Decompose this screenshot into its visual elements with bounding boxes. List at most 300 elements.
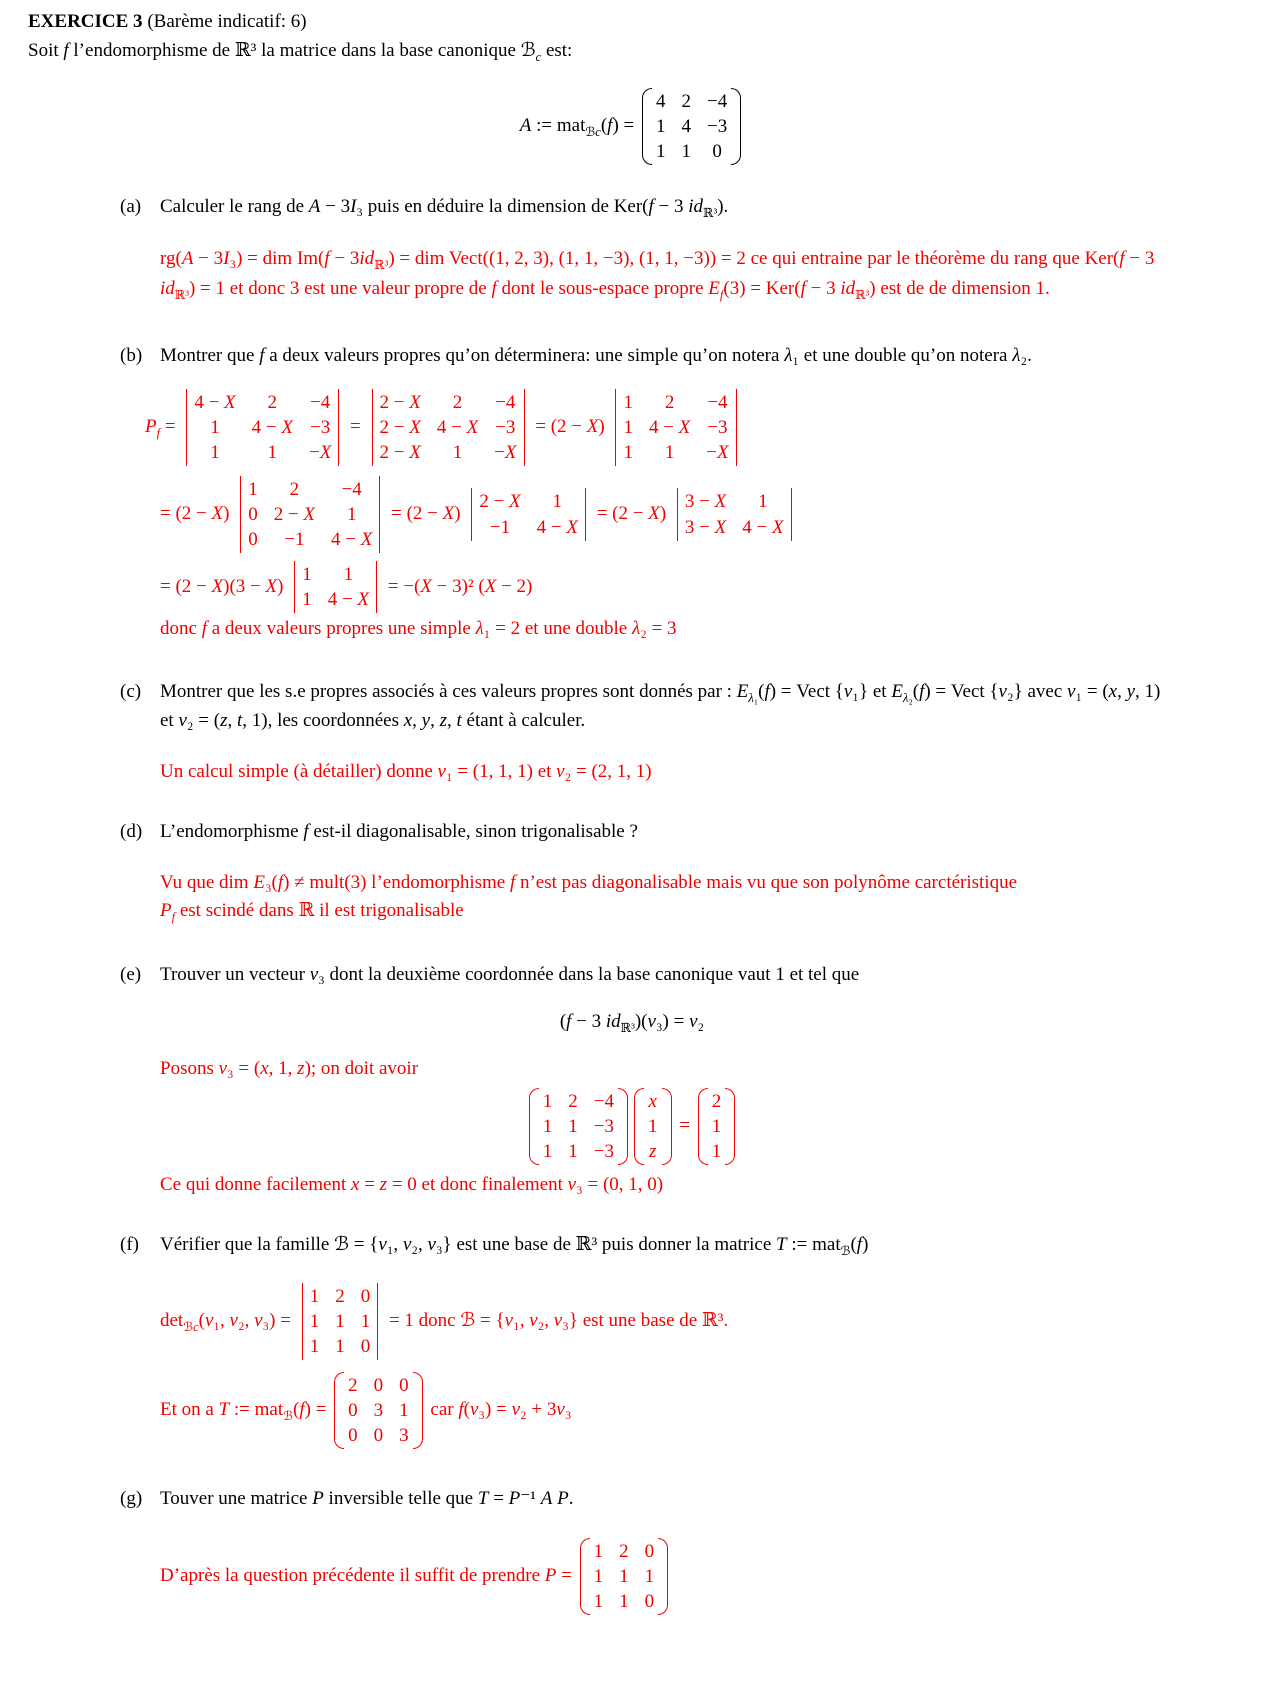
- text-run: Calculer le rang de: [160, 196, 309, 218]
- text-run: .: [1027, 345, 1032, 367]
- item-e: [120, 961, 1168, 990]
- italic-math-run: id: [160, 277, 175, 299]
- text-run: ce qui entraine par le théorème du rang que: [745, 247, 1085, 269]
- text-run: L’endomorphisme: [160, 821, 304, 843]
- math-run: f: [63, 39, 69, 61]
- math-run: ): [717, 196, 724, 218]
- matrix-cell: 4 − X: [742, 516, 784, 538]
- subscript: λ₁: [748, 690, 759, 705]
- matrix-cell: 2: [267, 391, 278, 413]
- matrix-right-delimiter: [338, 389, 339, 466]
- text-run: dont la deuxième coordonnée dans la base canonique vaut 1 et tel que: [324, 964, 860, 986]
- matrix-cell: −X: [706, 441, 729, 463]
- answer-b-line2: [160, 474, 1168, 555]
- matrix-cell: 1: [309, 1311, 320, 1333]
- matrix-cell: 1: [399, 1400, 409, 1422]
- matrix-cell: 2: [348, 1375, 358, 1397]
- math-run: = (2 − X)(3 − X): [160, 575, 289, 597]
- matrix-grid: [539, 1088, 618, 1165]
- text-run: et une double: [520, 618, 632, 640]
- answer-b-conclusion: [160, 615, 1168, 644]
- matrix-cell: 1: [267, 441, 278, 463]
- item-label: (e): [120, 964, 142, 986]
- matrix-cell: −4: [341, 478, 362, 500]
- subscript: f: [156, 425, 161, 440]
- text-run: Posons: [160, 1058, 219, 1080]
- matrix-cell: 2 − X: [479, 491, 521, 513]
- item-f: [120, 1231, 1168, 1261]
- intro-line-content: [28, 39, 573, 64]
- matrix-cell: 4 − X: [648, 416, 691, 438]
- bold-text: EXERCICE 3: [28, 11, 143, 32]
- text-run: ; on doit avoir: [310, 1058, 419, 1080]
- answer-f-det-content: [160, 1285, 729, 1358]
- math-run: A − 3I₃: [308, 196, 364, 218]
- subscript: ℝ³: [174, 287, 189, 302]
- text-run: est une base de: [577, 1309, 702, 1331]
- answer-f-det: [160, 1281, 1168, 1362]
- matrix-cell: 4: [655, 91, 666, 113]
- answer-b-line2-content: [160, 478, 798, 551]
- matrix-right-delimiter: [658, 1538, 668, 1615]
- matrix-right-delimiter: [376, 561, 377, 613]
- matrix-grid: [298, 561, 373, 613]
- text-run: .: [723, 1309, 729, 1331]
- math-run: car f(v₃) = v₂ + 3v₃: [425, 1399, 572, 1421]
- matrix-left-delimiter: [677, 488, 678, 540]
- matrix-cell: x: [648, 1090, 657, 1112]
- math-run: P: [312, 1488, 324, 1510]
- matrix-cell: 4 − X: [536, 516, 578, 538]
- matrix-cell: 0: [644, 1591, 655, 1613]
- text-run: Et on a: [160, 1399, 219, 1421]
- text-run: puis donner la matrice: [597, 1234, 777, 1256]
- text-run: a deux valeurs propres une simple: [206, 618, 476, 640]
- text-run: Un calcul simple (à détailler) donne: [160, 760, 438, 782]
- subscript: ℬ: [840, 1244, 851, 1259]
- math-run: λ₂: [1012, 345, 1028, 367]
- text-run: et donc finalement: [416, 1173, 568, 1195]
- matrix-grid: [190, 389, 335, 466]
- math-run: ℬ = {v₁, v₂, v₃}: [460, 1309, 578, 1331]
- matrix-cell: 1: [452, 441, 463, 463]
- text-run: est-il diagonalisable, sinon trigonalisable ?: [308, 821, 638, 843]
- math-run: (f) =: [600, 115, 639, 137]
- math-run: v₃ = (x, 1, z): [218, 1058, 311, 1080]
- matrix-cell: 2: [335, 1285, 345, 1307]
- item-c-content: [160, 678, 1168, 736]
- matrix-cell: 0: [248, 529, 258, 551]
- math-run: (f) =: [293, 1399, 332, 1421]
- math-run: )(v₃) = v₂: [634, 1010, 705, 1032]
- text-run: puis en déduire la dimension de: [363, 196, 614, 218]
- text-run: l’endomorphisme de: [68, 39, 235, 61]
- text-run: Vérifier que la famille: [160, 1234, 335, 1256]
- answer-f-T-content: [160, 1375, 572, 1447]
- matrix-cell: −4: [310, 391, 331, 413]
- answer-c: [160, 758, 1168, 787]
- matrix-cell: 3: [373, 1400, 384, 1422]
- matrix-right-delimiter: [618, 1088, 628, 1165]
- matrix-cell: 1: [302, 564, 312, 586]
- subscript: λ₂: [902, 690, 913, 705]
- math-run: ℝ³: [234, 39, 257, 61]
- matrix: [612, 389, 739, 466]
- text-run: Soit: [28, 39, 64, 61]
- matrix-cell: 1: [623, 391, 633, 413]
- matrix-cell: 1: [248, 478, 258, 500]
- matrix-cell: −1: [284, 529, 305, 551]
- item-g: [120, 1485, 1168, 1514]
- matrix: [634, 1088, 672, 1165]
- matrix-left-delimiter: [302, 1283, 303, 1360]
- math-run: (f − 3: [559, 1010, 606, 1032]
- italic-math-run: id: [359, 247, 375, 269]
- matrix-right-delimiter: [585, 488, 586, 540]
- text-run: est scindé dans: [175, 900, 299, 922]
- answer-c-content: [160, 761, 652, 782]
- matrix-cell: 0: [360, 1285, 371, 1307]
- text-run: et: [868, 680, 892, 702]
- matrix-cell: 2 − X: [379, 416, 421, 438]
- matrix-right-delimiter: [731, 88, 741, 165]
- math-run: v₂ = (z, t, 1): [178, 710, 268, 732]
- text-run: et donc 3 est une valeur propre de: [225, 277, 492, 299]
- matrix-cell: 1: [335, 1336, 345, 1358]
- matrix-left-delimiter: [642, 88, 652, 165]
- text-run: est:: [541, 39, 573, 61]
- answer-b-line3-content: [160, 564, 533, 611]
- matrix-left-delimiter: [471, 488, 472, 540]
- math-run: x, y, z, t: [403, 710, 462, 732]
- text-run: est de de dimension 1.: [875, 277, 1050, 299]
- text-run: Montrer que: [160, 345, 260, 367]
- matrix-cell: 1: [335, 1311, 345, 1333]
- matrix-cell: 0: [712, 141, 722, 163]
- matrix-cell: 1: [681, 141, 691, 163]
- matrix: [369, 389, 528, 466]
- math-run: = 1: [384, 1309, 414, 1331]
- matrix-cell: 1: [542, 1090, 553, 1112]
- matrix-A-equation: [0, 86, 1264, 167]
- item-g-content: [160, 1485, 1168, 1514]
- text-run: := mat: [229, 1399, 284, 1421]
- matrix-cell: 1: [619, 1566, 629, 1588]
- text-run: Ce qui donne facilement: [160, 1173, 351, 1195]
- math-run: λ₁: [784, 345, 800, 367]
- equation-e: [0, 1008, 1264, 1038]
- text-run: Vu que: [160, 871, 220, 893]
- matrix-cell: 1: [568, 1140, 578, 1162]
- answer-b-line3: [160, 559, 1168, 615]
- math-run: = −(X − 3)² (X − 2): [383, 575, 533, 597]
- item-b: [120, 342, 1168, 371]
- text-run: , les coordonnées: [267, 710, 404, 732]
- math-run: f: [201, 618, 207, 640]
- matrix-right-delimiter: [736, 389, 737, 466]
- matrix-cell: −3: [706, 116, 728, 138]
- item-f-content: [160, 1231, 1168, 1261]
- matrix-cell: −1: [489, 516, 511, 538]
- math-run: ℝ³: [575, 1234, 598, 1256]
- matrix-grid: [244, 476, 376, 553]
- matrix-cell: −3: [310, 416, 331, 438]
- text-run: et: [532, 760, 557, 782]
- matrix-cell: 1: [655, 116, 666, 138]
- subscript: ℬ: [283, 1408, 294, 1423]
- matrix: [334, 1372, 423, 1449]
- math-run: (3) = Ker(f − 3: [723, 277, 841, 299]
- math-run: ) = 1: [188, 277, 225, 299]
- answer-d-line2-content: [160, 900, 464, 925]
- matrix-A-equation-content: [519, 91, 744, 163]
- matrix: [299, 1283, 382, 1360]
- matrix-cell: 0: [373, 1375, 384, 1397]
- math-run: =: [160, 415, 181, 437]
- matrix: [698, 1088, 736, 1165]
- text-run: (Barème indicatif: 6): [142, 11, 307, 32]
- matrix-cell: 1: [644, 1566, 655, 1588]
- math-run: ℝ: [298, 900, 315, 922]
- item-label: (d): [120, 821, 143, 843]
- answer-e-equation-content: [526, 1090, 738, 1162]
- math-run: (f): [850, 1234, 869, 1256]
- matrix-cell: 3 − X: [684, 516, 727, 538]
- text-run: l’endomorphisme: [366, 871, 510, 893]
- item-label: (b): [120, 345, 143, 367]
- matrix-grid: [681, 488, 788, 540]
- subscript: ℬc: [183, 1319, 199, 1334]
- answer-e-conclusion-content: [160, 1174, 663, 1195]
- math-run: (f) = Vect {v₁}: [758, 680, 869, 702]
- equation-e-content: [559, 1010, 705, 1035]
- text-run: la matrice dans la base canonique: [256, 39, 521, 61]
- matrix-left-delimiter: [372, 389, 373, 466]
- math-run: ℬ = {v₁, v₂, v₃}: [334, 1234, 452, 1256]
- answer-d-line2: [160, 897, 1168, 927]
- math-run: P: [145, 415, 157, 437]
- matrix-cell: −3: [593, 1140, 614, 1162]
- item-d: [120, 818, 1168, 847]
- math-run: Ker(f − 3: [613, 196, 689, 218]
- math-run: T: [776, 1234, 787, 1256]
- matrix-cell: 4 − X: [331, 529, 373, 551]
- intro-line: [28, 37, 1168, 67]
- matrix-cell: −3: [593, 1115, 614, 1137]
- matrix-right-delimiter: [791, 488, 792, 540]
- matrix-cell: 1: [623, 441, 633, 463]
- math-run: v₃ = (0, 1, 0): [567, 1173, 664, 1195]
- matrix-cell: −X: [494, 441, 517, 463]
- matrix-cell: 2 − X: [379, 441, 421, 463]
- subscript: ℝ³: [855, 287, 870, 302]
- matrix-cell: 1: [648, 1115, 658, 1137]
- math-run: E: [708, 277, 720, 299]
- matrix-cell: 1: [711, 1115, 722, 1137]
- matrix-cell: 2: [289, 478, 300, 500]
- matrix-cell: 2 − X: [379, 391, 421, 413]
- matrix-cell: z: [649, 1140, 657, 1162]
- matrix-cell: 1: [552, 491, 563, 513]
- math-run: A: [519, 115, 532, 137]
- subscript: f: [171, 910, 176, 925]
- text-run: .: [568, 1488, 574, 1510]
- math-run: det: [160, 1309, 184, 1331]
- math-run: ℬ: [520, 39, 536, 61]
- item-c: [120, 678, 1168, 736]
- matrix-cell: 1: [623, 416, 633, 438]
- matrix-cell: 4 − X: [194, 391, 236, 413]
- exercise-heading-content: [28, 11, 307, 32]
- matrix-left-delimiter: [615, 389, 616, 466]
- text-run: Touver une matrice: [160, 1488, 313, 1510]
- answer-a: [160, 245, 1168, 304]
- answer-e-intro: [160, 1055, 1168, 1084]
- matrix-cell: 1: [655, 141, 666, 163]
- matrix: [580, 1538, 669, 1615]
- matrix-cell: 3 − X: [684, 491, 727, 513]
- answer-f-T: [160, 1370, 1168, 1451]
- math-run: f: [491, 277, 497, 299]
- math-run: f: [509, 871, 516, 893]
- matrix-right-delimiter: [524, 389, 525, 466]
- matrix-cell: 2: [664, 391, 675, 413]
- matrix-cell: 2: [681, 91, 691, 113]
- matrix-cell: 0: [348, 1425, 358, 1447]
- matrix-cell: 1: [210, 441, 220, 463]
- matrix-cell: 4 − X: [251, 416, 293, 438]
- math-run: =: [345, 415, 366, 437]
- matrix: [529, 1088, 628, 1165]
- math-run: (v₁, v₂, v₃) =: [198, 1309, 296, 1331]
- matrix: [183, 389, 342, 466]
- matrix-cell: −4: [707, 391, 728, 413]
- matrix-cell: 1: [568, 1115, 578, 1137]
- answer-g-content: [160, 1540, 671, 1613]
- matrix-right-delimiter: [413, 1372, 423, 1449]
- matrix-cell: 1: [619, 1591, 629, 1613]
- answer-e-equation: [0, 1086, 1264, 1167]
- italic-math-run: id: [688, 196, 704, 218]
- exercise-heading: [28, 8, 1168, 37]
- item-d-content: [160, 818, 1168, 847]
- text-run: est une base de: [451, 1234, 576, 1256]
- matrix-cell: 3: [399, 1425, 409, 1447]
- matrix-cell: 1: [593, 1566, 604, 1588]
- matrix-cell: −3: [495, 416, 516, 438]
- matrix: [237, 476, 383, 553]
- math-run: =: [674, 1114, 695, 1136]
- italic-math-run: id: [605, 1010, 621, 1032]
- text-run: et une double qu’on notera: [799, 345, 1013, 367]
- matrix-grid: [652, 88, 731, 165]
- math-run: E: [736, 680, 749, 702]
- matrix-right-delimiter: [379, 476, 380, 553]
- matrix-cell: 1: [542, 1140, 553, 1162]
- matrix-cell: 1: [309, 1285, 320, 1307]
- matrix-cell: −X: [308, 441, 332, 463]
- answer-a-content: [160, 247, 1155, 302]
- answer-d-line1: [160, 869, 1264, 898]
- text-run: donc: [413, 1309, 461, 1331]
- math-run: v₃: [309, 964, 325, 986]
- matrix-cell: 2: [568, 1090, 578, 1112]
- math-run: (f) = Vect {v₂}: [912, 680, 1023, 702]
- item-label: (c): [120, 680, 142, 702]
- item-a: [120, 193, 1168, 223]
- math-run: f: [303, 821, 309, 843]
- math-run: ℝ³: [701, 1309, 724, 1331]
- matrix-cell: 1: [346, 503, 357, 525]
- math-run: λ₁ = 2: [475, 618, 521, 640]
- answer-b-line1: [145, 387, 1168, 468]
- math-run: v₂ = (2, 1, 1): [556, 760, 652, 782]
- text-run: := mat: [786, 1234, 841, 1256]
- matrix-cell: 1: [309, 1336, 320, 1358]
- matrix-left-delimiter: [240, 476, 241, 553]
- matrix-cell: 4: [681, 116, 691, 138]
- math-run: T: [218, 1399, 230, 1421]
- matrix-cell: 4 − X: [436, 416, 479, 438]
- answer-b-conclusion-content: [160, 618, 677, 639]
- answer-b-line1-content: [145, 391, 743, 463]
- math-run: = (2 − X): [386, 502, 466, 524]
- math-run: ): [869, 277, 876, 299]
- math-run: v₁ = (x, y, 1): [1067, 680, 1161, 702]
- text-run: donc: [160, 618, 202, 640]
- matrix-left-delimiter: [529, 1088, 539, 1165]
- matrix-cell: 1: [302, 589, 312, 611]
- italic-math-run: id: [840, 277, 856, 299]
- matrix-cell: 1: [542, 1115, 553, 1137]
- text-run: inversible telle que: [323, 1488, 478, 1510]
- matrix-cell: −4: [706, 91, 728, 113]
- matrix-left-delimiter: [580, 1538, 590, 1615]
- text-run: dont le sous-espace propre: [496, 277, 709, 299]
- item-label: (a): [120, 196, 142, 218]
- matrix-cell: 2: [452, 391, 463, 413]
- matrix-cell: 0: [360, 1336, 371, 1358]
- matrix: [468, 488, 589, 540]
- item-label: (g): [120, 1488, 143, 1510]
- math-run: T = P⁻¹ A P: [477, 1488, 569, 1510]
- matrix-grid: [475, 488, 582, 540]
- math-run: = (2 − X): [591, 502, 671, 524]
- matrix-grid: [708, 1088, 726, 1165]
- matrix-cell: −4: [593, 1090, 614, 1112]
- matrix-cell: 1: [593, 1591, 604, 1613]
- matrix-cell: 2 − X: [273, 503, 316, 525]
- matrix-left-delimiter: [334, 1372, 344, 1449]
- answer-e-intro-content: [160, 1058, 418, 1079]
- matrix-cell: 1: [758, 491, 768, 513]
- item-a-content: [160, 193, 1168, 223]
- subscript: ℬc: [585, 124, 601, 139]
- matrix-cell: −4: [495, 391, 516, 413]
- subscript: f: [719, 287, 724, 302]
- matrix-cell: −3: [707, 416, 728, 438]
- text-run: a deux valeurs propres qu’on déterminera: une simple qu’on notera: [264, 345, 785, 367]
- matrix-cell: 0: [373, 1425, 384, 1447]
- matrix-grid: [376, 389, 521, 466]
- matrix-left-delimiter: [698, 1088, 708, 1165]
- matrix: [642, 88, 741, 165]
- math-run: Ker(f − 3: [1084, 247, 1155, 269]
- matrix-grid: [344, 1372, 413, 1449]
- math-run: E: [891, 680, 903, 702]
- answer-g: [160, 1536, 1168, 1617]
- matrix-cell: 1: [343, 564, 354, 586]
